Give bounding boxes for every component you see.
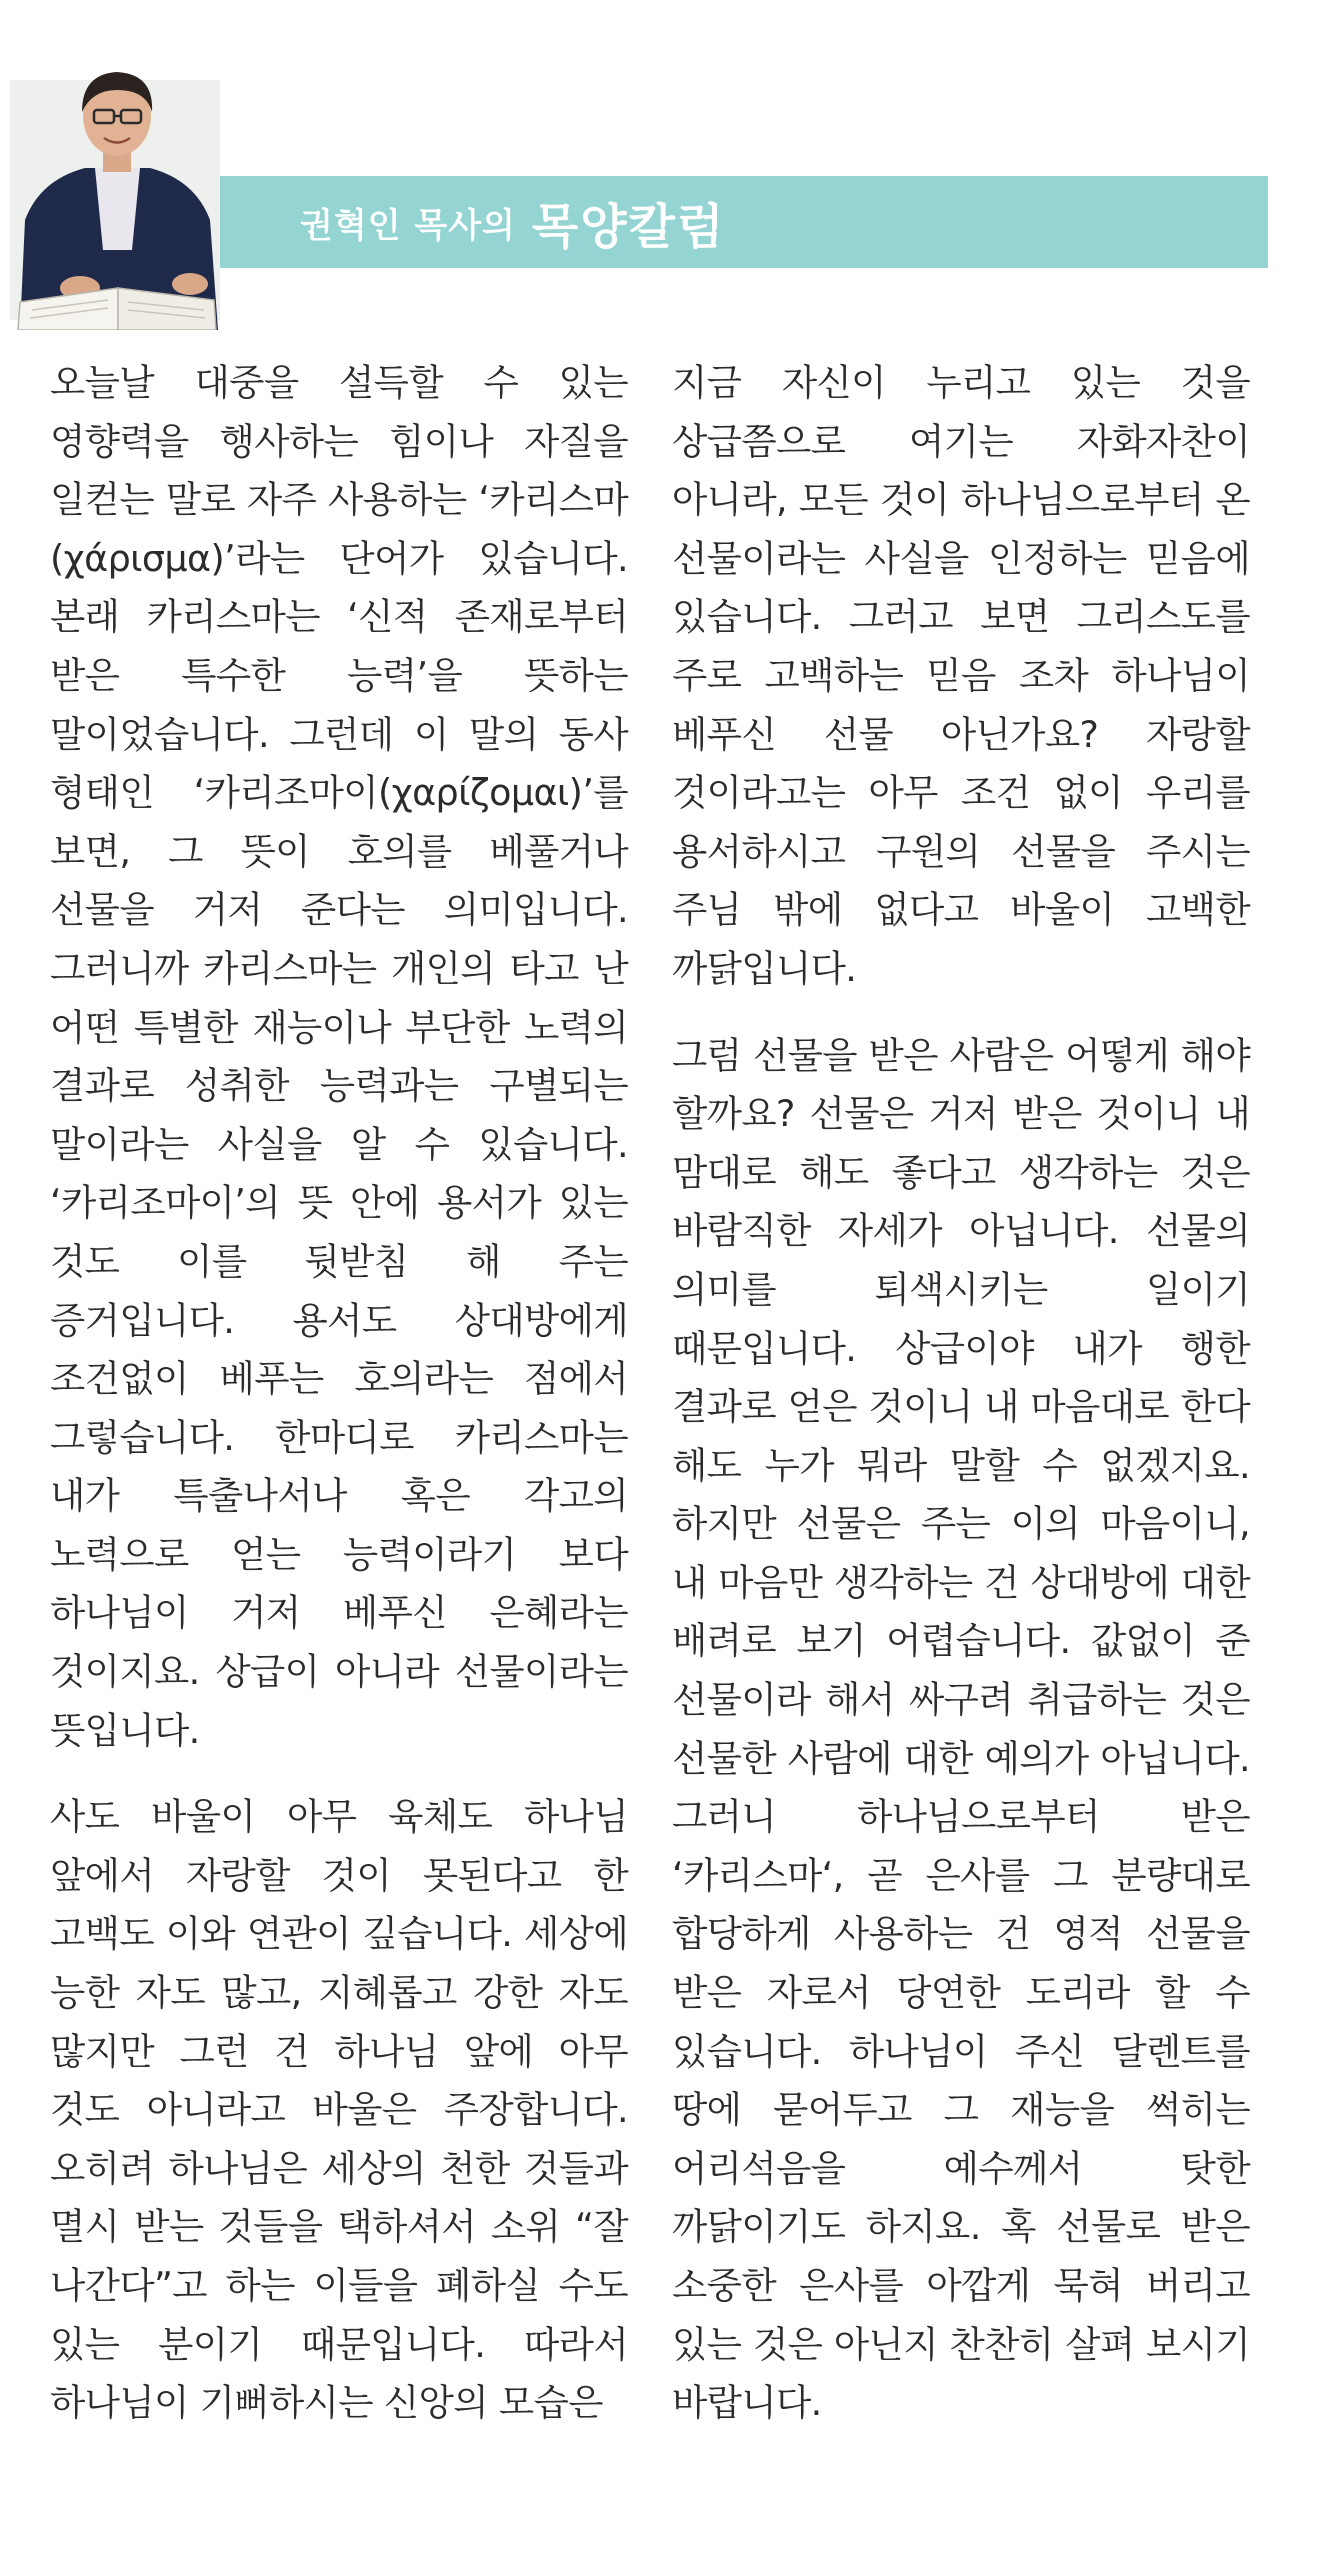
- author-photo: [0, 40, 230, 330]
- column-header: [0, 0, 1325, 330]
- article-column-left: [50, 354, 628, 2461]
- column-title: 목양칼럼: [531, 198, 726, 255]
- article-paragraph: 그럼 선물을 받은 사람은 어떻게 해야 할까요? 선물은 거저 받은 것이니 내 맘대로 해도 좋다고 생각하는 것은 바람직한 자세가 아닙니다. 선물의 의미를 퇴색시키는 일이기 때문입니다. 상급이야 내가 행한 결과로 얻은 것이니 내 마음대로 한다 해도 누가 뭐라 말할 수 없겠지요. 하지만 선물은 주는 이의 마음이니, 내 마음만 생각하는 건 상대방에 대한 배려로 보기 어렵습니다. 값없이 준 선물이라 해서 싸구려 취급하는 것은 선물한 사람에 대한 예의가 아닙니다. 그러니 하나님으로부터 받은 ‘카리스마‘, 곧 은사를 그 분량대로 합당하게 사용하는 건 영적 선물을 받은 자로서 당연한 도리라 할 수 있습니다. 하나님이 주신 달렌트를 땅에 묻어두고 그 재능을 썩히는 어리석음을 예수께서 탓한 까닭이기도 하지요. 혹 선물로 받은 소중한 은사를 아깝게 묵혀 버리고 있는 것은 아닌지 찬찬히 살펴 보시기 바랍니다.: [672, 1033, 1250, 2425]
- article-paragraph: 사도 바울이 아무 육체도 하나님 앞에서 자랑할 것이 못된다고 한 고백도 이와 연관이 깊습니다. 세상에 능한 자도 많고, 지혜롭고 강한 자도 많지만 그런 건 하나님 앞에 아무 것도 아니라고 바울은 주장합니다. 오히려 하나님은 세상의 천한 것들과 멸시 받는 것들을 택하셔서 소위 “잘 나간다”고 하는 이들을 폐하실 수도 있는 분이기 때문입니다. 따라서 하나님이 기뻐하시는 신앙의 모습은: [50, 1795, 628, 2425]
- author-prefix: 권혁인 목사의: [300, 205, 516, 246]
- banner-title: [300, 176, 725, 268]
- article-paragraph: 오늘날 대중을 설득할 수 있는 영향력을 행사하는 힘이나 자질을 일컫는 말로 자주 사용하는 ‘카리스마(χάρισμα)’라는 단어가 있습니다. 본래 카리스마는 ‘신적 존재로부터 받은 특수한 능력’을 뜻하는 말이었습니다. 그런데 이 말의 동사 형태인 ‘카리조마이(χαρίζομαι)’를 보면, 그 뜻이 호의를 베풀거나 선물을 거저 준다는 의미입니다. 그러니까 카리스마는 개인의 타고 난 어떤 특별한 재능이나 부단한 노력의 결과로 성취한 능력과는 구별되는 말이라는 사실을 알 수 있습니다. ‘카리조마이’의 뜻 안에 용서가 있는 것도 이를 뒷받침 해 주는 증거입니다. 용서도 상대방에게 조건없이 베푸는 호의라는 점에서 그렇습니다. 한마디로 카리스마는 내가 특출나서나 혹은 각고의 노력으로 얻는 능력이라기 보다 하나님이 거저 베푸신 은혜라는 것이지요. 상급이 아니라 선물이라는 뜻입니다.: [50, 361, 628, 1752]
- article-paragraph: 지금 자신이 누리고 있는 것을 상급쯤으로 여기는 자화자찬이 아니라, 모든 것이 하나님으로부터 온 선물이라는 사실을 인정하는 믿음에 있습니다. 그러고 보면 그리스도를 주로 고백하는 믿음 조차 하나님이 베푸신 선물 아닌가요? 자랑할 것이라고는 아무 조건 없이 우리를 용서하시고 구원의 선물을 주시는 주님 밖에 없다고 바울이 고백한 까닭입니다.: [672, 361, 1250, 990]
- article-column-right: [672, 354, 1250, 2461]
